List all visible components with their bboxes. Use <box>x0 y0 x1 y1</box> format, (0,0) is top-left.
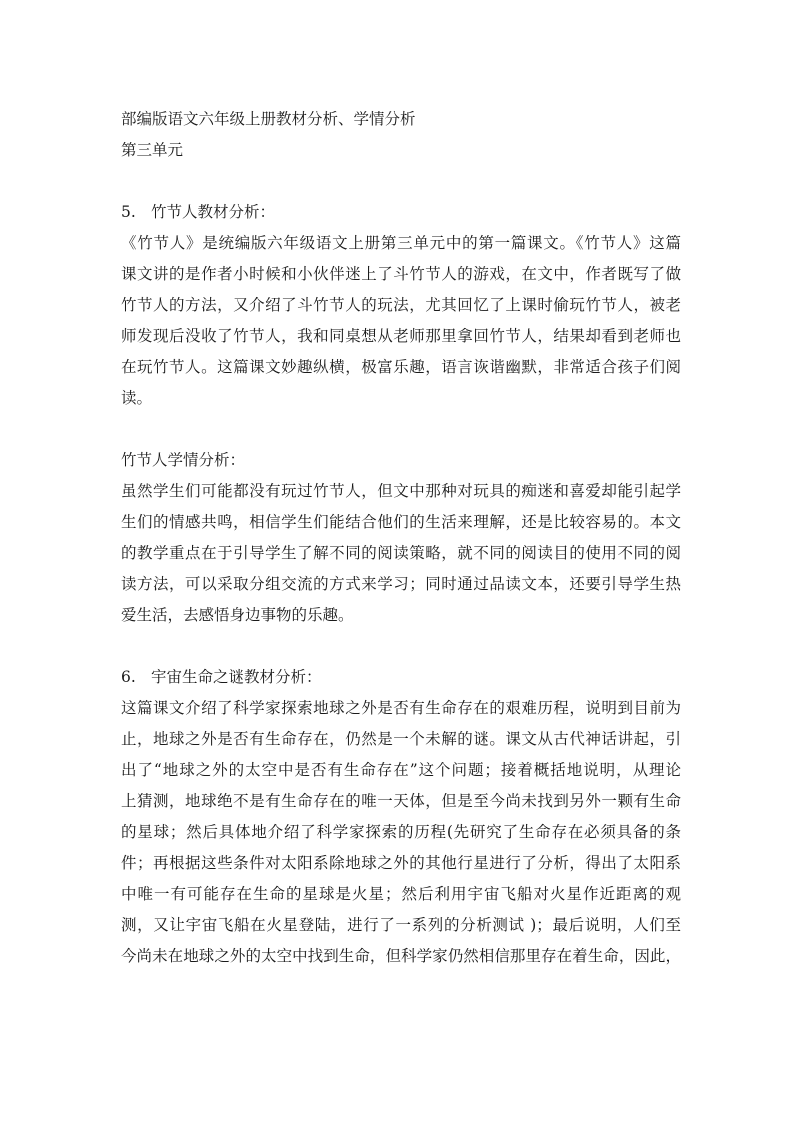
paragraph-line: 出了“地球之外的太空中是否有生命存在”这个问题；接着概括地说明，从理论 <box>121 761 681 779</box>
paragraph-line: 《竹节人》是统编版六年级语文上册第三单元中的第一篇课文。《竹节人》这篇 <box>121 234 681 252</box>
section-number: 6. <box>121 668 136 686</box>
paragraph-line: 件；再根据这些条件对太阳系除地球之外的其他行星进行了分析，得出了太阳系 <box>121 854 681 872</box>
paragraph-line: 竹节人的方法，又介绍了斗竹节人的玩法，尤其回忆了上课时偷玩竹节人，被老 <box>121 296 681 314</box>
paragraph-line: 中唯一有可能存在生命的星球是火星；然后利用宇宙飞船对火星作近距离的观 <box>121 885 681 903</box>
paragraph-line: 上猜测，地球绝不是有生命存在的唯一天体，但是至今尚未找到另外一颗有生命 <box>121 792 681 810</box>
paragraph-line: 这篇课文介绍了科学家探索地球之外是否有生命存在的艰难历程，说明到目前为 <box>121 699 681 717</box>
paragraph-line: 测，又让宇宙飞船在火星登陆，进行了一系列的分析测试 )；最后说明，人们至 <box>121 916 681 934</box>
paragraph-line: 爱生活，去感悟身边事物的乐趣。 <box>121 606 354 624</box>
paragraph-line: 虽然学生们可能都没有玩过竹节人，但文中那种对玩具的痴迷和喜爱却能引起学 <box>121 482 681 500</box>
section-heading-6 <box>121 662 681 693</box>
section-heading-text: 宇宙生命之谜教材分析： <box>151 668 322 686</box>
document-title: 部编版语文六年级上册教材分析、学情分析 <box>121 110 416 128</box>
section-heading-text: 竹节人教材分析： <box>151 203 276 221</box>
paragraph-line: 生们的情感共鸣，相信学生们能结合他们的生活来理解，还是比较容易的。本文 <box>121 513 681 531</box>
blank-line <box>121 631 681 662</box>
paragraph-line: 的星球；然后具体地介绍了科学家探索的历程(先研究了生命存在必须具备的条 <box>121 823 681 841</box>
paragraph-line: 止，地球之外是否有生命存在，仍然是一个未解的谜。课文从古代神话讲起，引 <box>121 730 681 748</box>
paragraph-line: 今尚未在地球之外的太空中找到生命，但科学家仍然相信那里存在着生命，因此， <box>121 947 681 965</box>
unit-title: 第三单元 <box>121 141 184 159</box>
blank-line <box>121 414 681 445</box>
blank-line <box>121 166 681 197</box>
section-heading-5 <box>121 197 681 228</box>
paragraph-line: 师发现后没收了竹节人，我和同桌想从老师那里拿回竹节人，结果却看到老师也 <box>121 327 681 345</box>
paragraph-line: 读方法，可以采取分组交流的方式来学习；同时通过品读文本，还要引导学生热 <box>121 575 681 593</box>
paragraph-line: 在玩竹节人。这篇课文妙趣纵横，极富乐趣，语言诙谐幽默，非常适合孩子们阅 <box>121 358 681 376</box>
paragraph-line: 读。 <box>121 389 153 407</box>
section-heading-learning: 竹节人学情分析： <box>121 451 246 469</box>
paragraph-line: 的教学重点在于引导学生了解不同的阅读策略，就不同的阅读目的使用不同的阅 <box>121 544 681 562</box>
section-number: 5. <box>121 203 136 221</box>
paragraph-line: 课文讲的是作者小时候和小伙伴迷上了斗竹节人的游戏，在文中，作者既写了做 <box>121 265 681 283</box>
document-body <box>121 104 681 972</box>
